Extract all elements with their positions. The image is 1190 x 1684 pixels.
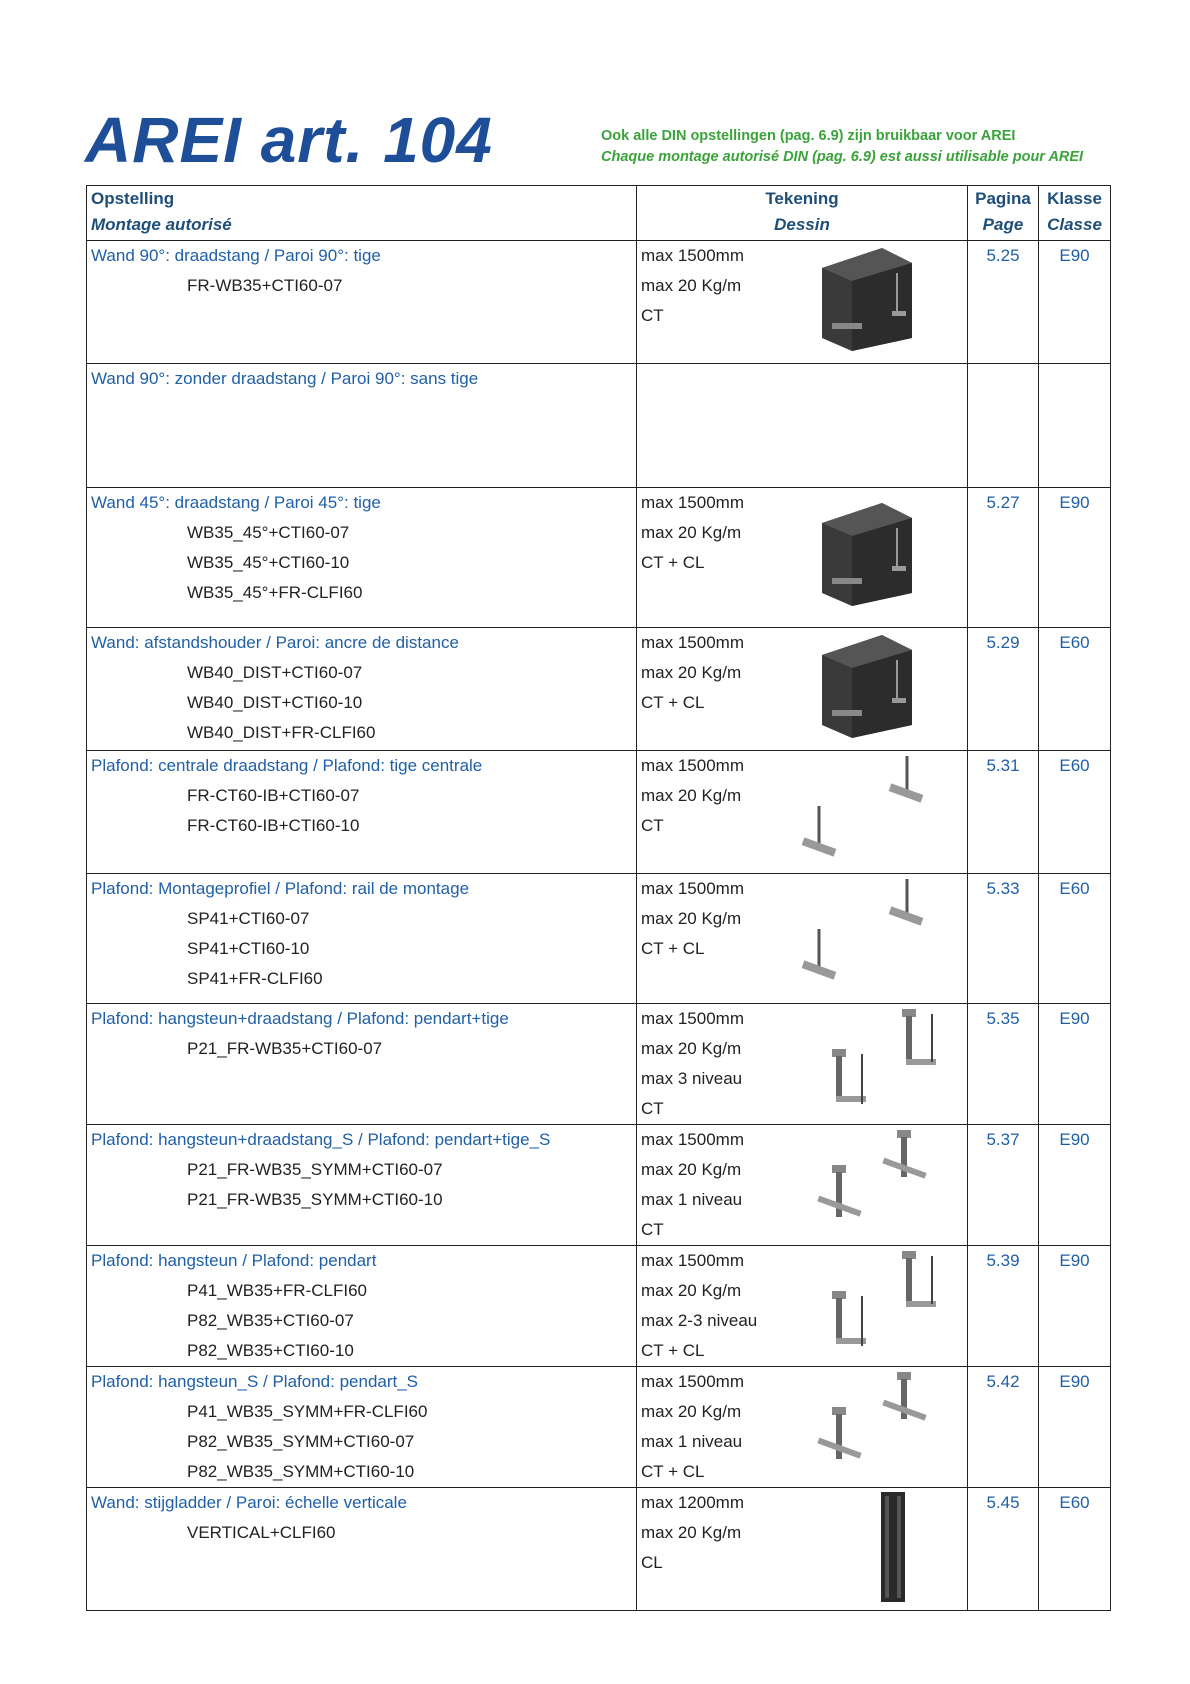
fire-class: E90 <box>1059 1130 1090 1149</box>
page-number: 5.25 <box>986 246 1020 265</box>
article-code: WB35_45°+FR-CLFI60 <box>187 583 363 602</box>
klasse-cell <box>1039 751 1111 874</box>
klasse-cell <box>1039 1004 1111 1125</box>
pagina-cell <box>968 1004 1039 1125</box>
opstelling-cell <box>87 488 637 628</box>
header-pagina: Pagina Page <box>968 186 1039 241</box>
row-title: Plafond: hangsteun+draadstang / Plafond: pendart+tige <box>91 1009 509 1028</box>
page-number: 5.39 <box>986 1251 1020 1270</box>
spec-line: CT <box>641 306 664 325</box>
article-code: P21_FR-WB35_SYMM+CTI60-07 <box>187 1160 443 1179</box>
spec-line: max 1500mm <box>641 1009 744 1028</box>
page-title: AREI art. 104 <box>85 104 493 176</box>
row-title: Plafond: hangsteun_S / Plafond: pendart_S <box>91 1372 419 1391</box>
pagina-cell <box>968 488 1039 628</box>
spec-line: CL <box>641 1553 663 1572</box>
row-title: Plafond: Montageprofiel / Plafond: rail de montage <box>91 879 470 898</box>
pagina-cell <box>968 1246 1039 1367</box>
article-code: VERTICAL+CLFI60 <box>187 1523 336 1542</box>
pagina-cell <box>968 364 1039 488</box>
klasse-cell <box>1039 241 1111 364</box>
spec-line: max 1500mm <box>641 879 744 898</box>
wall-vertical-ladder-drawing-icon <box>873 1490 913 1605</box>
dessin-cell <box>637 1125 968 1246</box>
article-code: WB40_DIST+CTI60-10 <box>187 693 363 712</box>
table-body <box>87 241 1111 1611</box>
table-row <box>87 1246 1111 1367</box>
spec-line: max 20 Kg/m <box>641 786 742 805</box>
page-number: 5.35 <box>986 1009 1020 1028</box>
opstelling-cell <box>87 874 637 1004</box>
spec-line: CT + CL <box>641 553 705 572</box>
pagina-cell <box>968 628 1039 751</box>
row-title: Wand: stijgladder / Paroi: échelle verticale <box>91 1493 407 1512</box>
klasse-cell <box>1039 1488 1111 1611</box>
spec-line: max 1500mm <box>641 633 744 652</box>
ceiling-pendant-rod-drawing-icon <box>812 1004 942 1114</box>
article-code: SP41+FR-CLFI60 <box>187 969 323 988</box>
spec-line: CT + CL <box>641 1341 705 1360</box>
opstelling-cell <box>87 751 637 874</box>
page-number: 5.37 <box>986 1130 1020 1149</box>
fire-class: E60 <box>1059 756 1090 775</box>
row-title: Plafond: hangsteun+draadstang_S / Plafond: pendart+tige_S <box>91 1130 551 1149</box>
row-title: Plafond: hangsteun / Plafond: pendart <box>91 1251 377 1270</box>
article-code: WB40_DIST+FR-CLFI60 <box>187 723 376 742</box>
spec-line: max 20 Kg/m <box>641 1039 742 1058</box>
table-row <box>87 628 1111 751</box>
spec-line: max 1200mm <box>641 1493 744 1512</box>
spec-line: max 1 niveau <box>641 1190 743 1209</box>
dessin-cell <box>637 874 968 1004</box>
spec-line: CT + CL <box>641 693 705 712</box>
page-number: 5.42 <box>986 1372 1020 1391</box>
table-header <box>87 186 1111 241</box>
header-klasse: Klasse Classe <box>1039 186 1111 241</box>
klasse-cell <box>1039 1246 1111 1367</box>
pagina-cell <box>968 1367 1039 1488</box>
dessin-cell <box>637 1367 968 1488</box>
klasse-cell <box>1039 488 1111 628</box>
klasse-cell <box>1039 874 1111 1004</box>
row-title: Plafond: centrale draadstang / Plafond: tige centrale <box>91 756 483 775</box>
spec-line: CT + CL <box>641 1462 705 1481</box>
table-row <box>87 1125 1111 1246</box>
dessin-cell <box>637 488 968 628</box>
opstelling-cell <box>87 1004 637 1125</box>
header-opstelling: Opstelling Montage autorisé <box>87 186 637 241</box>
fire-class: E90 <box>1059 1372 1090 1391</box>
spec-line: max 20 Kg/m <box>641 909 742 928</box>
fire-class: E60 <box>1059 1493 1090 1512</box>
spec-line: max 20 Kg/m <box>641 523 742 542</box>
article-code: P21_FR-WB35_SYMM+CTI60-10 <box>187 1190 443 1209</box>
fire-class: E90 <box>1059 1251 1090 1270</box>
article-code: WB35_45°+CTI60-07 <box>187 523 350 542</box>
ceiling-rail-drawing-icon <box>797 874 927 984</box>
row-title: Wand: afstandshouder / Paroi: ancre de distance <box>91 633 459 652</box>
opstelling-cell <box>87 628 637 751</box>
opstelling-cell <box>87 1488 637 1611</box>
table-row <box>87 1488 1111 1611</box>
page-number: 5.27 <box>986 493 1020 512</box>
dessin-cell <box>637 1246 968 1367</box>
opstelling-cell <box>87 364 637 488</box>
spec-line: max 1500mm <box>641 756 744 775</box>
dessin-cell <box>637 628 968 751</box>
article-code: FR-CT60-IB+CTI60-07 <box>187 786 360 805</box>
spec-line: max 1500mm <box>641 1372 744 1391</box>
ceiling-central-rod-drawing-icon <box>797 751 927 861</box>
fire-class: E90 <box>1059 1009 1090 1028</box>
klasse-cell <box>1039 628 1111 751</box>
page-number: 5.33 <box>986 879 1020 898</box>
article-code: P82_WB35_SYMM+CTI60-07 <box>187 1432 415 1451</box>
ceiling-pendant-s-drawing-icon <box>812 1367 942 1477</box>
spec-line: CT <box>641 1099 664 1118</box>
table-row <box>87 874 1111 1004</box>
dessin-cell <box>637 1488 968 1611</box>
table-row <box>87 751 1111 874</box>
klasse-cell <box>1039 364 1111 488</box>
spec-line: max 1500mm <box>641 1130 744 1149</box>
article-code: WB40_DIST+CTI60-07 <box>187 663 363 682</box>
spec-line: max 20 Kg/m <box>641 663 742 682</box>
article-code: P82_WB35+CTI60-07 <box>187 1311 354 1330</box>
page-number: 5.31 <box>986 756 1020 775</box>
article-code: WB35_45°+CTI60-10 <box>187 553 350 572</box>
spec-line: CT <box>641 816 664 835</box>
table-row <box>87 488 1111 628</box>
klasse-cell <box>1039 1125 1111 1246</box>
spec-line: max 3 niveau <box>641 1069 743 1088</box>
pagina-cell <box>968 751 1039 874</box>
spec-line: max 20 Kg/m <box>641 1160 742 1179</box>
wall-block-distance-drawing-icon <box>812 630 922 740</box>
opstelling-cell <box>87 1246 637 1367</box>
opstelling-cell <box>87 1367 637 1488</box>
header-tekening: Tekening Dessin <box>637 186 968 241</box>
row-title: Wand 90°: zonder draadstang / Paroi 90°: sans tige <box>91 369 479 388</box>
table-row <box>87 1004 1111 1125</box>
row-title: Wand 90°: draadstang / Paroi 90°: tige <box>91 246 381 265</box>
dessin-cell <box>637 1004 968 1125</box>
article-code: FR-WB35+CTI60-07 <box>187 276 343 295</box>
spec-line: max 1500mm <box>641 246 744 265</box>
article-code: P82_WB35_SYMM+CTI60-10 <box>187 1462 415 1481</box>
spec-line: CT <box>641 1220 664 1239</box>
dessin-cell <box>637 364 968 488</box>
wall-block-rod-drawing-icon <box>812 243 922 353</box>
ceiling-pendant-rod-s-drawing-icon <box>812 1125 942 1235</box>
spec-line: max 1500mm <box>641 493 744 512</box>
spec-line: max 1 niveau <box>641 1432 743 1451</box>
din-note-fr: Chaque montage autorisé DIN (pag. 6.9) est aussi utilisable pour AREI <box>601 149 1084 165</box>
row-title: Wand 45°: draadstang / Paroi 45°: tige <box>91 493 381 512</box>
spec-line: max 20 Kg/m <box>641 276 742 295</box>
article-code: P41_WB35+FR-CLFI60 <box>187 1281 367 1300</box>
fire-class: E60 <box>1059 633 1090 652</box>
mounting-table <box>86 185 1111 1611</box>
spec-line: max 20 Kg/m <box>641 1523 742 1542</box>
article-code: SP41+CTI60-10 <box>187 939 310 958</box>
article-code: FR-CT60-IB+CTI60-10 <box>187 816 360 835</box>
article-code: SP41+CTI60-07 <box>187 909 310 928</box>
table-row <box>87 364 1111 488</box>
fire-class: E90 <box>1059 246 1090 265</box>
spec-line: max 20 Kg/m <box>641 1281 742 1300</box>
article-code: P82_WB35+CTI60-10 <box>187 1341 354 1360</box>
spec-line: max 1500mm <box>641 1251 744 1270</box>
article-code: P41_WB35_SYMM+FR-CLFI60 <box>187 1402 428 1421</box>
fire-class: E60 <box>1059 879 1090 898</box>
din-note-nl: Ook alle DIN opstellingen (pag. 6.9) zijn bruikbaar voor AREI <box>601 128 1016 144</box>
page-number: 5.45 <box>986 1493 1020 1512</box>
dessin-cell <box>637 751 968 874</box>
spec-line: max 2-3 niveau <box>641 1311 758 1330</box>
din-note <box>601 126 1083 168</box>
spec-line: max 20 Kg/m <box>641 1402 742 1421</box>
pagina-cell <box>968 1488 1039 1611</box>
opstelling-cell <box>87 1125 637 1246</box>
klasse-cell <box>1039 1367 1111 1488</box>
ceiling-pendant-drawing-icon <box>812 1246 942 1356</box>
pagina-cell <box>968 241 1039 364</box>
table-row <box>87 1367 1111 1488</box>
pagina-cell <box>968 1125 1039 1246</box>
opstelling-cell <box>87 241 637 364</box>
pagina-cell <box>968 874 1039 1004</box>
dessin-cell <box>637 241 968 364</box>
table-row <box>87 241 1111 364</box>
article-code: P21_FR-WB35+CTI60-07 <box>187 1039 383 1058</box>
fire-class: E90 <box>1059 493 1090 512</box>
wall-block-45-drawing-icon <box>812 498 922 608</box>
spec-line: CT + CL <box>641 939 705 958</box>
page-number: 5.29 <box>986 633 1020 652</box>
